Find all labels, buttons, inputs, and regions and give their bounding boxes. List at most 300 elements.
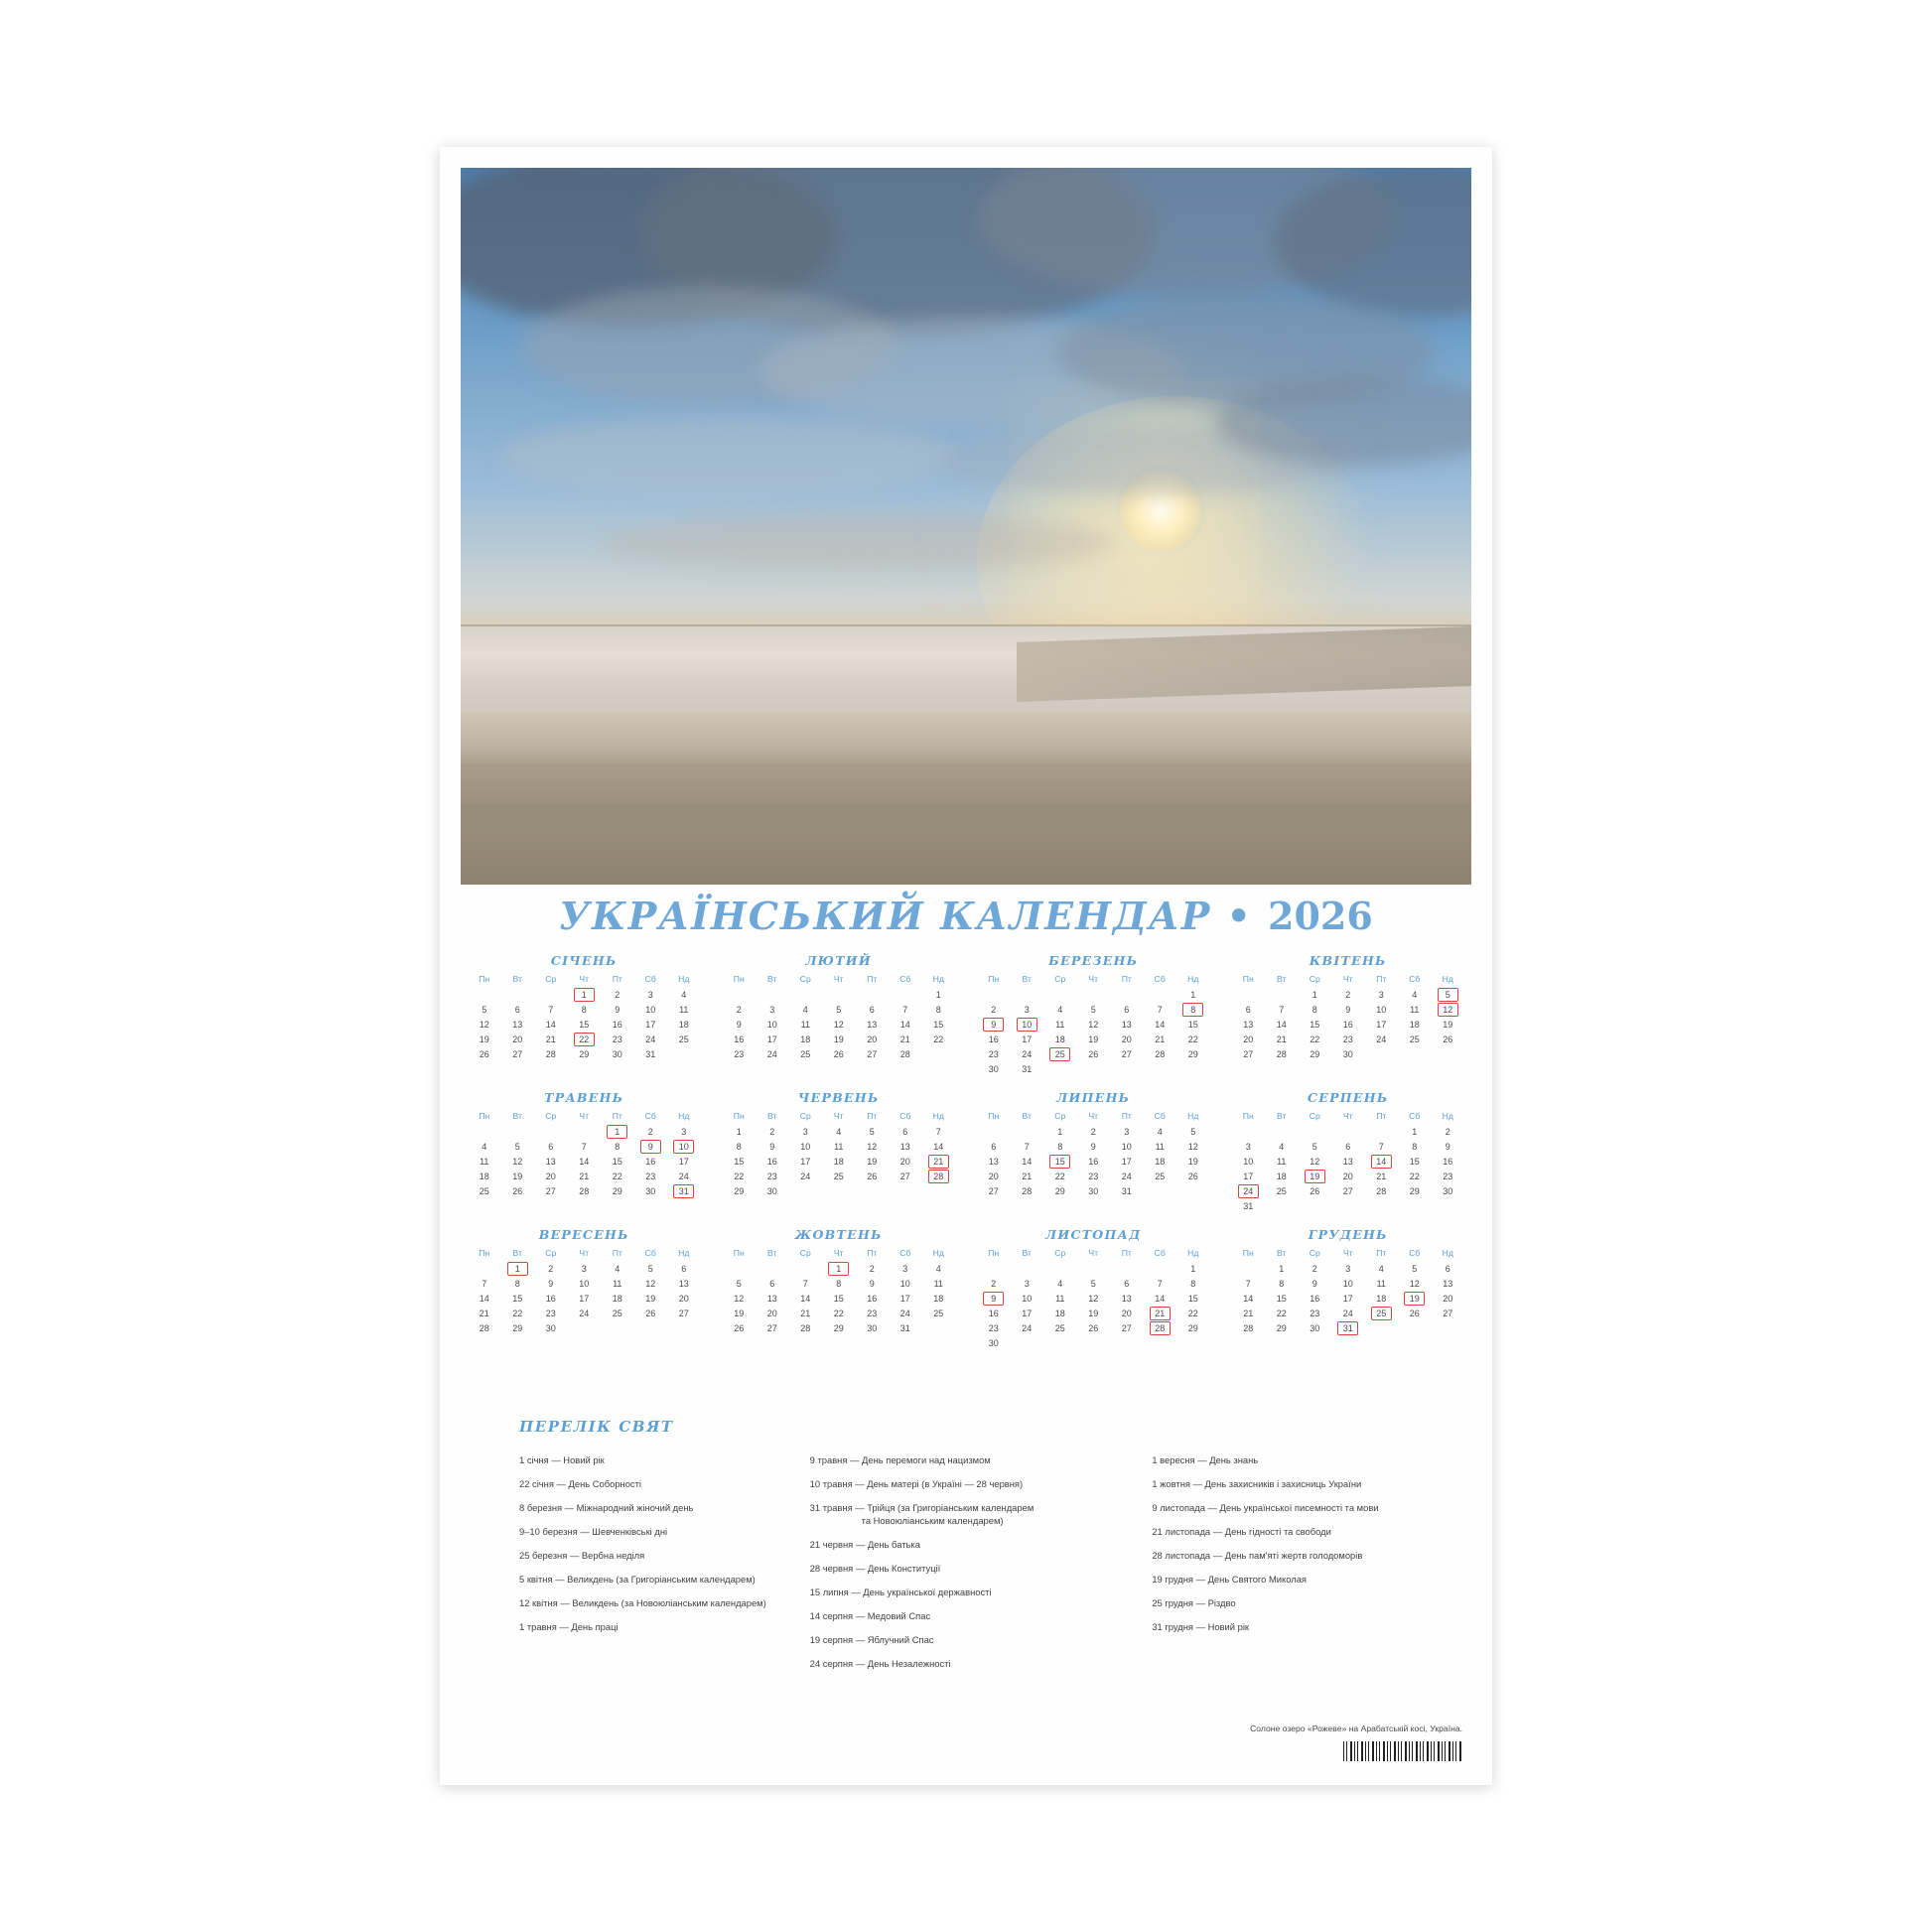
day-cell: 28 [1376, 1185, 1387, 1196]
day-cell: 19 [1088, 1308, 1099, 1318]
holiday-list-item: 10 травня — День матері (в Україні — 28 червня) [809, 1478, 1024, 1489]
weekday-header: Сб [644, 1248, 656, 1258]
holiday-marker: 25 [1371, 1307, 1392, 1320]
day-cell: 16 [867, 1293, 878, 1304]
weekday-header: Сб [899, 1248, 911, 1258]
month-name: ГРУДЕНЬ [1308, 1227, 1388, 1242]
weekday-header: Вт [767, 1111, 777, 1121]
holidays-columns [462, 1453, 1470, 1681]
holiday-marker: 21 [928, 1155, 949, 1169]
weekday-header: Вт [512, 1111, 522, 1121]
day-cell: 27 [867, 1048, 878, 1059]
month-block [971, 953, 1216, 1076]
day-cell: 22 [933, 1034, 944, 1044]
week-row [977, 1306, 1210, 1320]
week-row [468, 1154, 701, 1169]
day-cell-empty [634, 1320, 668, 1335]
day-cell: 12 [479, 1019, 489, 1030]
weekday-header: Пт [867, 1248, 878, 1258]
day-cell: 19 [1088, 1034, 1099, 1044]
day-cell: 21 [1022, 1171, 1033, 1181]
day-cell: 6 [991, 1141, 997, 1152]
day-cell: 10 [579, 1278, 590, 1289]
week-row [723, 1276, 956, 1291]
day-cell: 9 [736, 1019, 742, 1030]
weekday-header: Вт [1022, 1248, 1032, 1258]
day-cell: 2 [769, 1126, 775, 1137]
day-cell: 22 [1310, 1034, 1320, 1044]
holiday-marker: 28 [1150, 1321, 1171, 1335]
day-cell: 6 [1245, 1004, 1251, 1015]
week-row [1232, 1002, 1465, 1017]
day-cell: 26 [734, 1322, 745, 1333]
month-table [1232, 1110, 1465, 1213]
day-cell: 14 [545, 1019, 556, 1030]
day-cell: 25 [479, 1185, 489, 1196]
weekday-header: Чт [1342, 1111, 1353, 1121]
weekday-header: Пн [988, 1111, 1000, 1121]
week-row [1232, 1154, 1465, 1169]
weekday-header: Ср [1309, 974, 1320, 984]
day-cell: 28 [899, 1048, 910, 1059]
holiday-list-item: 19 грудня — День Святого Миколая [1152, 1574, 1307, 1585]
day-cell-empty [1331, 1198, 1365, 1213]
day-cell-empty [1365, 1198, 1399, 1213]
day-cell: 8 [615, 1141, 621, 1152]
day-cell: 3 [1024, 1004, 1030, 1015]
holiday-list-item: 28 листопада — День пам'яті жертв голодоморів [1152, 1550, 1363, 1561]
day-cell: 24 [579, 1308, 590, 1318]
weekday-header: Чт [579, 974, 590, 984]
day-cell: 7 [581, 1141, 587, 1152]
day-cell-empty [501, 987, 535, 1002]
day-cell: 26 [1409, 1308, 1420, 1318]
holiday-list-item: 9 травня — День перемоги над нацизмом [809, 1454, 991, 1465]
day-cell: 8 [736, 1141, 742, 1152]
weekday-header: Пн [1242, 974, 1254, 984]
day-cell: 5 [869, 1126, 875, 1137]
month-block [1226, 953, 1471, 1076]
weekday-header: Ср [1309, 1248, 1320, 1258]
week-row [1232, 1032, 1465, 1046]
weekday-header: Сб [1409, 1248, 1421, 1258]
day-cell: 27 [1243, 1048, 1254, 1059]
holiday-marker: 15 [1049, 1155, 1070, 1169]
day-cell: 21 [1243, 1308, 1254, 1318]
day-cell: 29 [833, 1322, 844, 1333]
day-cell-empty [667, 1046, 701, 1061]
day-cell: 27 [766, 1322, 777, 1333]
day-cell: 5 [482, 1004, 487, 1015]
day-cell: 4 [1057, 1004, 1063, 1015]
page-title [440, 894, 1492, 938]
day-cell: 24 [766, 1048, 777, 1059]
month-block [717, 953, 962, 1076]
day-cell-empty [468, 1261, 501, 1276]
weekday-header: Чт [1088, 974, 1099, 984]
day-cell: 14 [1155, 1293, 1166, 1304]
day-cell: 26 [1088, 1322, 1099, 1333]
day-cell: 20 [1443, 1293, 1453, 1304]
day-cell-holiday [667, 1183, 701, 1198]
day-cell: 15 [1409, 1156, 1420, 1167]
holiday-list-item: 12 квітня — Великдень (за Новоюліанським календарем) [519, 1597, 766, 1608]
day-cell: 12 [867, 1141, 878, 1152]
month-table [468, 1110, 701, 1198]
day-cell: 30 [988, 1337, 999, 1348]
day-cell-empty [1176, 1183, 1210, 1198]
month-table [1232, 1247, 1465, 1335]
week-row [977, 1183, 1210, 1198]
weekday-header: Сб [899, 974, 911, 984]
day-cell: 17 [1243, 1171, 1254, 1181]
week-row [977, 1320, 1210, 1335]
week-row [1232, 1291, 1465, 1306]
day-cell: 15 [1187, 1293, 1198, 1304]
day-cell: 2 [991, 1278, 997, 1289]
day-cell: 3 [769, 1004, 775, 1015]
day-cell: 17 [645, 1019, 656, 1030]
day-cell: 2 [647, 1126, 653, 1137]
day-cell: 6 [1445, 1263, 1450, 1274]
day-cell: 3 [581, 1263, 587, 1274]
day-cell: 4 [482, 1141, 487, 1152]
day-cell-empty [468, 1124, 501, 1139]
day-cell: 11 [1155, 1141, 1165, 1152]
day-cell: 3 [681, 1126, 687, 1137]
weekday-header: Пн [988, 974, 1000, 984]
day-cell: 30 [1443, 1185, 1453, 1196]
day-cell: 27 [545, 1185, 556, 1196]
day-cell: 13 [545, 1156, 556, 1167]
weekday-header: Нд [1187, 974, 1199, 984]
week-row [977, 1061, 1210, 1076]
day-cell: 12 [1088, 1019, 1099, 1030]
day-cell: 12 [833, 1019, 844, 1030]
week-row [723, 1002, 956, 1017]
day-cell-holiday [1043, 1154, 1077, 1169]
day-cell: 6 [1124, 1004, 1130, 1015]
day-cell: 3 [647, 989, 653, 1000]
holiday-list-item: 1 травня — День праці [519, 1621, 619, 1632]
week-row [1232, 1306, 1465, 1320]
week-row [977, 1139, 1210, 1154]
day-cell-empty [1077, 1261, 1111, 1276]
day-cell: 16 [734, 1034, 745, 1044]
day-cell: 22 [1276, 1308, 1287, 1318]
months-grid [462, 953, 1470, 1350]
weekday-header: Ср [799, 1111, 811, 1121]
weekday-header: Вт [1277, 1111, 1287, 1121]
day-cell: 16 [766, 1156, 777, 1167]
day-cell: 25 [800, 1048, 811, 1059]
day-cell: 2 [1445, 1126, 1450, 1137]
weekday-header: Пт [867, 974, 878, 984]
month-table [723, 973, 956, 1061]
weekday-header: Пт [1376, 974, 1387, 984]
day-cell: 4 [802, 1004, 808, 1015]
weekday-header: Чт [833, 1248, 844, 1258]
holidays-section [462, 1418, 1470, 1681]
day-cell: 4 [1412, 989, 1418, 1000]
weekday-header: Чт [1342, 974, 1353, 984]
day-cell: 19 [867, 1156, 878, 1167]
week-row [1232, 1124, 1465, 1139]
day-cell: 27 [678, 1308, 689, 1318]
day-cell: 12 [1088, 1293, 1099, 1304]
weekday-header: Вт [1022, 1111, 1032, 1121]
day-cell: 29 [1276, 1322, 1287, 1333]
weekday-header: Вт [1022, 974, 1032, 984]
holidays-column [462, 1453, 786, 1681]
day-cell: 20 [512, 1034, 523, 1044]
day-cell: 8 [1412, 1141, 1418, 1152]
day-cell: 9 [1345, 1004, 1351, 1015]
day-cell: 17 [1022, 1034, 1033, 1044]
day-cell-empty [889, 987, 922, 1002]
day-cell: 30 [545, 1322, 556, 1333]
holiday-marker: 31 [673, 1184, 694, 1198]
day-cell: 1 [1311, 989, 1317, 1000]
day-cell-empty [1365, 1046, 1399, 1061]
day-cell: 28 [1022, 1185, 1033, 1196]
day-cell: 13 [1243, 1019, 1254, 1030]
month-table [977, 973, 1210, 1076]
day-cell: 30 [867, 1322, 878, 1333]
weekday-header: Вт [1277, 1248, 1287, 1258]
week-row [1232, 1320, 1465, 1335]
day-cell: 20 [899, 1156, 910, 1167]
week-row [723, 1169, 956, 1183]
week-row [468, 1002, 701, 1017]
day-cell: 3 [902, 1263, 908, 1274]
day-cell: 9 [769, 1141, 775, 1152]
holiday-marker: 22 [574, 1033, 595, 1046]
week-row [468, 1017, 701, 1032]
day-cell: 18 [1409, 1019, 1420, 1030]
weekday-header: Пн [733, 1248, 745, 1258]
day-cell-holiday [922, 1169, 956, 1183]
day-cell-empty [723, 987, 757, 1002]
day-cell: 26 [645, 1308, 656, 1318]
day-cell-empty [789, 987, 823, 1002]
holiday-marker: 25 [1049, 1047, 1070, 1061]
week-row [977, 1032, 1210, 1046]
day-cell-empty [1077, 1061, 1111, 1076]
dirt-road [461, 803, 1471, 833]
holiday-list-item: 1 січня — Новий рік [519, 1454, 605, 1465]
day-cell-empty [1398, 1198, 1432, 1213]
day-cell-empty [1365, 1124, 1399, 1139]
weekday-header: Ср [799, 974, 811, 984]
weekday-header: Ср [1054, 1248, 1066, 1258]
day-cell-empty [1398, 1046, 1432, 1061]
week-row [723, 1032, 956, 1046]
day-cell: 1 [1057, 1126, 1063, 1137]
weekday-header: Пт [1376, 1248, 1387, 1258]
month-block [717, 1227, 962, 1350]
week-row [468, 1320, 701, 1335]
week-row [468, 1032, 701, 1046]
day-cell: 15 [579, 1019, 590, 1030]
day-cell-empty [1011, 987, 1044, 1002]
day-cell-empty [922, 1046, 956, 1061]
day-cell: 30 [1310, 1322, 1320, 1333]
day-cell: 10 [645, 1004, 656, 1015]
day-cell: 17 [899, 1293, 910, 1304]
day-cell-empty [1144, 987, 1177, 1002]
day-cell: 29 [1409, 1185, 1420, 1196]
holiday-marker: 1 [828, 1262, 849, 1276]
day-cell: 21 [545, 1034, 556, 1044]
day-cell: 20 [545, 1171, 556, 1181]
day-cell: 8 [514, 1278, 520, 1289]
day-cell-holiday [667, 1139, 701, 1154]
day-cell: 7 [548, 1004, 554, 1015]
day-cell: 17 [678, 1156, 689, 1167]
day-cell: 24 [645, 1034, 656, 1044]
day-cell: 3 [1345, 1263, 1351, 1274]
weekday-header: Ср [545, 1111, 557, 1121]
weekday-header: Нд [678, 1248, 690, 1258]
day-cell: 4 [681, 989, 687, 1000]
day-cell: 26 [1088, 1048, 1099, 1059]
weekday-header: Пн [479, 1248, 490, 1258]
month-table [468, 973, 701, 1061]
week-row [723, 1183, 956, 1198]
day-cell-holiday [1432, 987, 1465, 1002]
day-cell: 29 [612, 1185, 622, 1196]
day-cell: 22 [1409, 1171, 1420, 1181]
day-cell-empty [1265, 987, 1299, 1002]
day-cell: 19 [1443, 1019, 1453, 1030]
day-cell: 21 [1376, 1171, 1387, 1181]
day-cell-empty [468, 987, 501, 1002]
day-cell: 31 [899, 1322, 910, 1333]
holiday-marker: 9 [640, 1140, 661, 1154]
day-cell-empty [756, 987, 789, 1002]
week-row [977, 1261, 1210, 1276]
day-cell-empty [1110, 1261, 1144, 1276]
day-cell: 28 [579, 1185, 590, 1196]
day-cell: 13 [899, 1141, 910, 1152]
day-cell-holiday [1144, 1306, 1177, 1320]
day-cell: 16 [988, 1308, 999, 1318]
weekday-header: Нд [932, 1111, 944, 1121]
day-cell: 21 [1155, 1034, 1166, 1044]
day-cell: 31 [1121, 1185, 1132, 1196]
week-row [977, 1169, 1210, 1183]
day-cell: 1 [1190, 989, 1196, 1000]
day-cell: 26 [479, 1048, 489, 1059]
holiday-marker: 10 [1017, 1018, 1037, 1032]
weekday-header: Ср [545, 974, 557, 984]
day-cell: 23 [766, 1171, 777, 1181]
day-cell: 17 [1376, 1019, 1387, 1030]
weekday-header: Сб [1409, 1111, 1421, 1121]
day-cell: 6 [769, 1278, 775, 1289]
day-cell: 31 [1243, 1200, 1254, 1211]
day-cell-holiday [922, 1154, 956, 1169]
holiday-marker: 9 [983, 1292, 1004, 1306]
month-table [977, 1247, 1210, 1350]
day-cell: 14 [1155, 1019, 1166, 1030]
day-cell: 24 [678, 1171, 689, 1181]
day-cell: 25 [612, 1308, 622, 1318]
weekday-header: Пт [612, 1111, 622, 1121]
weekday-header: Нд [1187, 1248, 1199, 1258]
week-row [468, 1261, 701, 1276]
day-cell: 10 [766, 1019, 777, 1030]
day-cell-empty [1110, 1335, 1144, 1350]
day-cell: 29 [1187, 1048, 1198, 1059]
day-cell: 17 [766, 1034, 777, 1044]
week-row [1232, 1198, 1465, 1213]
day-cell-empty [922, 1183, 956, 1198]
day-cell: 6 [1124, 1278, 1130, 1289]
week-row [468, 1291, 701, 1306]
month-name: ЛИСТОПАД [1044, 1227, 1142, 1242]
weekday-header: Пн [479, 1111, 490, 1121]
day-cell: 29 [1310, 1048, 1320, 1059]
weekday-header: Сб [644, 974, 656, 984]
day-cell: 16 [1310, 1293, 1320, 1304]
day-cell-empty [534, 987, 568, 1002]
weekday-header: Пт [612, 1248, 622, 1258]
day-cell: 10 [899, 1278, 910, 1289]
day-cell-empty [1232, 987, 1266, 1002]
week-row [977, 1291, 1210, 1306]
day-cell: 20 [988, 1171, 999, 1181]
week-row [723, 1154, 956, 1169]
day-cell: 7 [1279, 1004, 1285, 1015]
day-cell-holiday [1232, 1183, 1266, 1198]
day-cell: 26 [1310, 1185, 1320, 1196]
day-cell: 28 [800, 1322, 811, 1333]
month-block [462, 953, 707, 1076]
day-cell: 15 [833, 1293, 844, 1304]
week-row [977, 987, 1210, 1002]
day-cell-empty [1043, 987, 1077, 1002]
weekday-header: Нд [1187, 1111, 1199, 1121]
day-cell: 11 [1055, 1293, 1065, 1304]
weekday-header: Сб [1154, 1111, 1166, 1121]
day-cell: 19 [1187, 1156, 1198, 1167]
weekday-header: Пн [988, 1248, 1000, 1258]
day-cell-holiday [568, 1032, 602, 1046]
week-row [1232, 1139, 1465, 1154]
day-cell: 9 [869, 1278, 875, 1289]
day-cell: 25 [1409, 1034, 1420, 1044]
month-name: ЛИПЕНЬ [1056, 1090, 1131, 1105]
day-cell: 23 [1088, 1171, 1099, 1181]
day-cell: 23 [1342, 1034, 1353, 1044]
holidays-column [804, 1453, 1129, 1681]
weekday-header: Чт [1088, 1111, 1099, 1121]
day-cell: 12 [512, 1156, 523, 1167]
week-row [468, 1124, 701, 1139]
weekday-header: Пт [1121, 974, 1132, 984]
weekday-header: Чт [579, 1248, 590, 1258]
day-cell-empty [822, 987, 856, 1002]
day-cell: 25 [1054, 1322, 1065, 1333]
day-cell: 8 [935, 1004, 941, 1015]
holiday-list-item: 25 грудня — Різдво [1152, 1597, 1236, 1608]
day-cell: 28 [479, 1322, 489, 1333]
week-row [723, 1261, 956, 1276]
holiday-list-item: 19 серпня — Яблучний Спас [809, 1634, 934, 1645]
day-cell: 9 [1445, 1141, 1450, 1152]
